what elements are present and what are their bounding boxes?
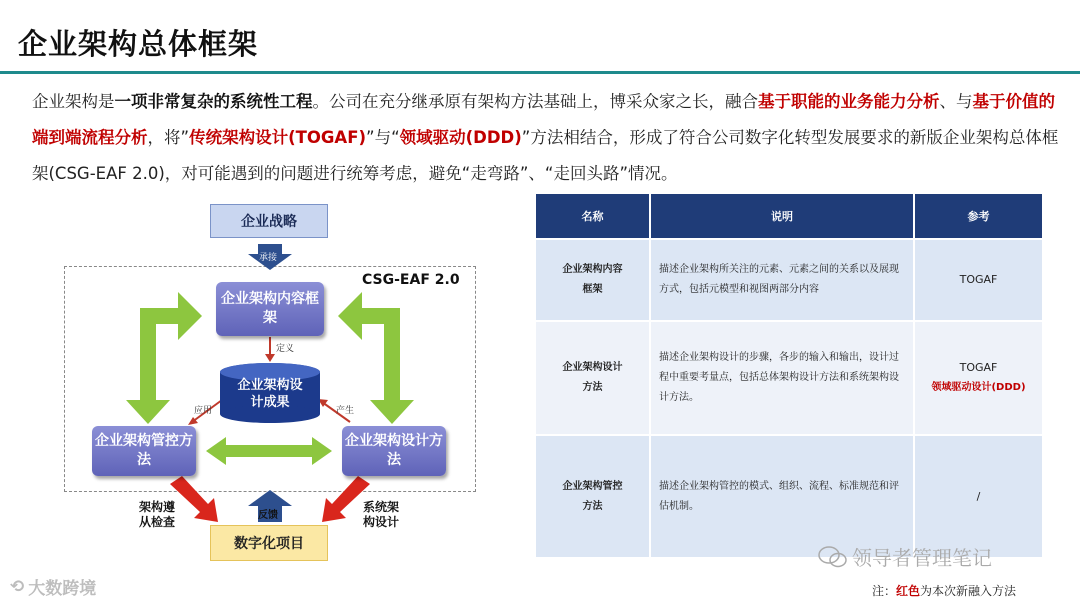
intro-highlight: 基于价值的端到端流程分析 <box>32 92 1055 147</box>
compliance-label: 架构遵从检查 <box>138 500 175 529</box>
content-frame-box: 企业架构内容框架 <box>216 282 324 336</box>
table-header-row <box>536 194 1042 239</box>
system-design-label: 系统架构设计 <box>362 500 399 529</box>
brand-logo-icon: ⟲ <box>10 576 25 597</box>
cell-ref: / <box>914 435 1042 557</box>
wechat-watermark <box>818 542 992 571</box>
framework-diagram <box>50 200 490 570</box>
cell-desc: 描述企业架构管控的模式、组织、流程、标准规范和评估机制。 <box>650 435 914 557</box>
apply-label: 应用 <box>194 406 213 416</box>
inherit-label: 承接 <box>259 253 278 263</box>
brand-text: 大数跨境 <box>28 579 97 599</box>
intro-text: ”与“ <box>366 128 400 147</box>
design-box: 企业架构设计方法 <box>342 426 446 476</box>
intro-highlight: 传统架构设计(TOGAF) <box>189 128 367 147</box>
table-row <box>536 435 1042 557</box>
header-name: 名称 <box>536 194 650 239</box>
footnote: 注：红色为本次新融入方法 <box>872 584 1017 598</box>
brand-watermark <box>10 574 96 599</box>
wechat-text: 领导者管理笔记 <box>852 546 992 570</box>
framework-label: CSG-EAF 2.0 <box>362 272 460 288</box>
intro-text: ”方法相结合，形成了符合公司数字化转型发展要求的新版企业架构总体框架(CSG-EAF 2.0)，对可能遇到的问题进行统筹考虑，避免“走弯路”、“走回头路”情况。 <box>32 128 1059 183</box>
cell-desc: 描述企业架构所关注的元素、元素之间的关系以及展现方式，包括元模型和视图两部分内容 <box>650 239 914 321</box>
cell-ref: TOGAF 领域驱动设计(DDD) <box>914 321 1042 435</box>
intro-paragraph <box>32 84 1062 192</box>
governance-box: 企业架构管控方法 <box>92 426 196 476</box>
wechat-icon <box>818 545 848 569</box>
cell-name: 企业架构设计方法 <box>536 321 650 435</box>
intro-text: ，将” <box>147 128 190 147</box>
intro-bold-text: 一项非常复杂的系统性工程 <box>114 92 313 111</box>
left-loop-arrow <box>126 292 202 424</box>
cell-desc: 描述企业架构设计的步骤，各步的输入和输出，设计过程中重要考量点，包括总体架构设计方法和系统架构设计方法。 <box>650 321 914 435</box>
feedback-label: 反馈 <box>258 510 278 521</box>
intro-highlight: 基于职能的业务能力分析 <box>758 92 940 111</box>
table-row <box>536 321 1042 435</box>
intro-text: 。公司在充分继承原有架构方法基础上，博采众家之长，融合 <box>312 92 758 111</box>
table-row <box>536 239 1042 321</box>
outcome-label: 企业架构设计成果 <box>237 378 303 410</box>
red-ref: 领域驱动设计(DDD) <box>931 382 1026 393</box>
produce-label: 产生 <box>336 406 355 416</box>
title-divider <box>0 71 1080 74</box>
cell-name: 企业架构管控方法 <box>536 435 650 557</box>
cell-name: 企业架构内容框架 <box>536 239 650 321</box>
double-arrow <box>206 437 332 465</box>
header-ref: 参考 <box>914 194 1042 239</box>
define-label: 定义 <box>276 344 295 354</box>
header-desc: 说明 <box>650 194 914 239</box>
strategy-box: 企业战略 <box>210 204 328 238</box>
method-table <box>536 194 1042 557</box>
intro-text: 企业架构是 <box>32 92 115 111</box>
intro-text: 、与 <box>939 92 973 111</box>
cell-ref: TOGAF <box>914 239 1042 321</box>
project-box: 数字化项目 <box>210 525 328 561</box>
intro-highlight: 领域驱动(DDD) <box>399 128 522 147</box>
page-title: 企业架构总体框架 <box>18 27 259 61</box>
